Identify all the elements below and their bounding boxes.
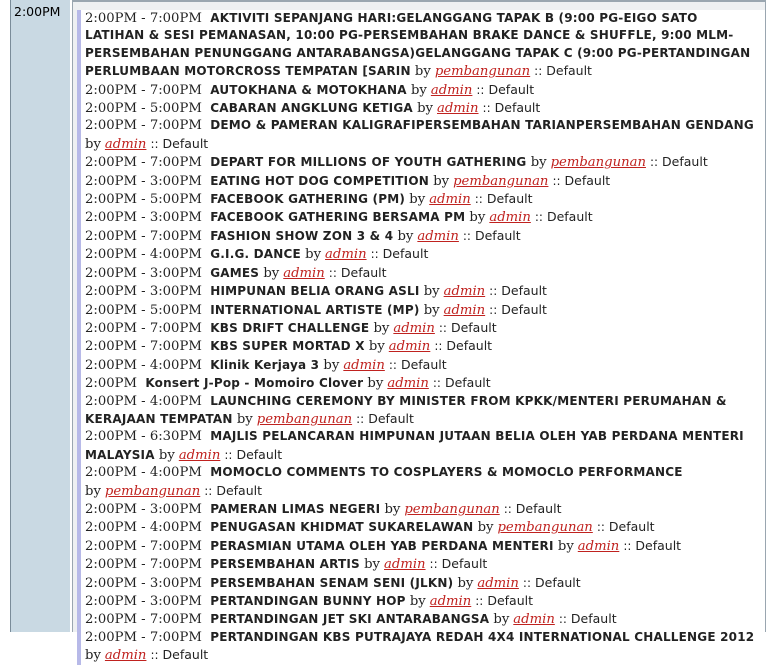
event-category: Default	[662, 154, 708, 170]
event-category: Default	[501, 301, 547, 317]
event-title-link[interactable]: DEPART FOR MILLIONS OF YOUTH GATHERING	[210, 155, 527, 170]
event-separator: ::	[534, 64, 543, 79]
event-category: Default	[400, 356, 447, 372]
event-text	[85, 337, 765, 355]
event-title-link[interactable]: AKTIVITI SEPANJANG HARI:GELANGGANG TAPAK B (9:00 PG-EIGO SATO LATIHAN & SESI PEMANASAN, 10:00 PG-PERSEMBAHAN BRAKE DANCE & SHUFFLE, 9:00 MLM-PERSEMBAHAN PENUNGGANG ANTARABANGSA)GELANGGANG TAPAK C (9:00 PG-PERTANDINGAN PERLUMBAAN MOTORCROSS TEMPATAN [SARIN	[85, 11, 751, 79]
event-category: Default	[441, 556, 488, 572]
event-category: Default	[501, 283, 547, 299]
event-text	[85, 282, 765, 300]
event-item	[77, 574, 765, 592]
event-text	[85, 610, 765, 628]
event-by-label: by	[414, 64, 431, 80]
event-author-link[interactable]: admin	[437, 101, 479, 117]
event-by-label: by	[158, 447, 175, 463]
event-author-link[interactable]: admin	[325, 247, 367, 263]
event-separator: ::	[438, 320, 447, 335]
event-time: 2:00PM - 7:00PM	[85, 82, 202, 98]
event-category-bar	[77, 374, 81, 392]
event-category-bar	[77, 555, 81, 573]
event-category: Default	[368, 410, 414, 426]
event-category: Default	[162, 135, 209, 151]
event-category: Default	[216, 482, 263, 498]
event-separator: ::	[429, 557, 438, 572]
event-by-label: by	[85, 648, 101, 664]
event-separator: ::	[503, 501, 512, 516]
event-category: Default	[570, 611, 617, 627]
event-category-bar	[77, 208, 81, 226]
event-text	[85, 172, 765, 190]
event-title-link[interactable]: FACEBOOK GATHERING (PM)	[210, 192, 406, 207]
event-by-label: by	[433, 173, 450, 189]
event-by-label: by	[305, 247, 322, 263]
event-item	[77, 393, 765, 429]
event-category-bar	[77, 428, 81, 464]
event-category: Default	[608, 519, 655, 535]
event-by-label: by	[397, 228, 414, 244]
event-separator: ::	[475, 594, 484, 608]
event-category: Default	[340, 264, 387, 280]
event-author-link[interactable]: admin	[178, 447, 221, 463]
event-time: 2:00PM - 7:00PM	[85, 339, 202, 355]
event-category: Default	[635, 537, 682, 553]
events-panel	[72, 0, 766, 664]
event-author-link[interactable]: admin	[417, 228, 459, 244]
event-time: 2:00PM - 6:30PM	[85, 429, 202, 445]
event-author-link[interactable]: pembangunan	[404, 501, 500, 517]
event-separator: ::	[482, 101, 491, 116]
event-time: 2:00PM - 7:00PM	[85, 118, 202, 134]
event-item	[77, 374, 765, 392]
event-item	[77, 172, 765, 190]
event-separator: ::	[462, 228, 471, 243]
event-author-link[interactable]: admin	[443, 302, 486, 318]
event-title-link[interactable]: KBS SUPER MORTAD X	[210, 339, 365, 354]
event-category-bar	[77, 264, 81, 282]
event-title-link[interactable]: FACEBOOK GATHERING BERSAMA PM	[210, 210, 466, 225]
event-time: 2:00PM - 4:00PM	[85, 465, 202, 481]
event-text	[85, 428, 765, 464]
event-author-link[interactable]: pembangunan	[550, 155, 646, 171]
event-title-link[interactable]: CABARAN ANGKLUNG KETIGA	[210, 101, 413, 116]
event-by-label: by	[236, 411, 253, 427]
event-title-link[interactable]: GAMES	[210, 265, 260, 280]
event-author-link[interactable]: admin	[513, 612, 555, 628]
event-text	[85, 592, 765, 610]
event-title-link[interactable]: DEMO & PAMERAN KALIGRAFIPERSEMBAHAN TARIANPERSEMBAHAN GENDANG	[210, 118, 754, 133]
event-category-bar	[77, 190, 81, 208]
event-category: Default	[487, 593, 534, 608]
event-text	[85, 208, 765, 226]
event-author-link[interactable]: pembangunan	[453, 173, 549, 189]
event-category: Default	[474, 227, 521, 243]
event-by-label: by	[323, 357, 340, 373]
event-item	[77, 629, 765, 665]
event-by-label: by	[457, 575, 474, 591]
event-category: Default	[488, 81, 535, 97]
event-item	[77, 117, 765, 153]
event-by-label: by	[373, 320, 390, 336]
event-separator: ::	[150, 648, 159, 663]
time-slot-label: 2:00PM	[14, 4, 61, 19]
event-item	[77, 245, 765, 263]
event-time: 2:00PM - 3:00PM	[85, 284, 202, 300]
event-author-link[interactable]: pembangunan	[434, 64, 531, 80]
event-separator: ::	[489, 284, 498, 299]
events-list	[77, 10, 765, 665]
event-author-link[interactable]: admin	[283, 265, 325, 281]
event-text	[85, 500, 765, 518]
event-category: Default	[444, 375, 491, 391]
event-time: 2:00PM - 7:00PM	[85, 557, 202, 573]
event-time: 2:00PM - 5:00PM	[85, 302, 202, 318]
event-item	[77, 592, 765, 610]
event-text	[85, 227, 765, 245]
event-category: Default	[494, 100, 541, 116]
event-text	[85, 537, 765, 555]
event-by-label: by	[469, 210, 486, 226]
event-item	[77, 500, 765, 518]
event-author-link[interactable]: admin	[577, 538, 620, 554]
event-title-link[interactable]: AUTOKHANA & MOTOKHANA	[210, 82, 407, 97]
event-text	[85, 356, 765, 374]
event-item	[77, 282, 765, 300]
event-time: 2:00PM - 7:00PM	[85, 155, 202, 171]
event-time: 2:00PM - 3:00PM	[85, 501, 202, 517]
event-text	[85, 99, 765, 117]
event-by-label: by	[367, 376, 384, 392]
time-slot-column	[10, 0, 71, 632]
event-author-link[interactable]: admin	[393, 320, 435, 336]
event-author-link[interactable]: admin	[429, 594, 472, 609]
event-category-bar	[77, 153, 81, 171]
event-title-link[interactable]: G.I.G. DANCE	[210, 247, 301, 262]
event-by-label: by	[410, 82, 427, 98]
event-author-link[interactable]: admin	[387, 376, 429, 392]
event-separator: ::	[328, 265, 337, 280]
event-separator: ::	[356, 411, 365, 426]
event-category-bar	[77, 574, 81, 592]
event-item	[77, 428, 765, 464]
event-category: Default	[546, 63, 592, 79]
event-text	[85, 319, 765, 337]
event-author-link[interactable]: admin	[477, 575, 519, 591]
event-time: 2:00PM - 3:00PM	[85, 210, 202, 226]
event-title-link[interactable]: KBS DRIFT CHALLENGE	[210, 320, 370, 335]
event-time: 2:00PM - 7:00PM	[85, 629, 202, 645]
event-title-link[interactable]: PERTANDINGAN KBS PUTRAJAYA REDAH 4X4 INTERNATIONAL CHALLENGE 2012	[210, 629, 755, 644]
event-category-bar	[77, 393, 81, 429]
event-by-label: by	[409, 192, 426, 208]
event-author-link[interactable]: pembangunan	[104, 483, 201, 499]
event-by-label: by	[85, 483, 101, 499]
event-author-link[interactable]: admin	[429, 192, 471, 208]
event-item	[77, 227, 765, 245]
event-category: Default	[450, 319, 497, 335]
event-separator: ::	[224, 447, 233, 462]
event-author-link[interactable]: admin	[104, 648, 147, 664]
event-item	[77, 537, 765, 555]
event-title-link[interactable]: FASHION SHOW ZON 3 & 4	[210, 228, 394, 243]
event-item	[77, 208, 765, 226]
event-category: Default	[515, 500, 562, 516]
event-time: 2:00PM - 4:00PM	[85, 247, 202, 263]
event-time: 2:00PM - 7:00PM	[85, 320, 202, 336]
event-separator: ::	[476, 82, 485, 97]
event-category-bar	[77, 117, 81, 153]
event-title-link[interactable]: Konsert J-Pop - Momoiro Clover	[145, 376, 364, 391]
event-category-bar	[77, 356, 81, 374]
event-separator: ::	[489, 302, 498, 317]
event-separator: ::	[432, 376, 441, 391]
event-category-bar	[77, 99, 81, 117]
event-author-link[interactable]: admin	[384, 557, 426, 573]
event-separator: ::	[434, 339, 443, 354]
event-category-bar	[77, 227, 81, 245]
event-time: 2:00PM - 7:00PM	[85, 11, 202, 26]
event-author-link[interactable]: admin	[343, 357, 385, 373]
event-separator: ::	[370, 247, 379, 262]
event-time: 2:00PM - 3:00PM	[85, 594, 202, 609]
event-separator: ::	[534, 210, 543, 225]
event-by-label: by	[85, 136, 101, 152]
event-category: Default	[236, 446, 283, 462]
event-category-bar	[77, 81, 81, 99]
event-separator: ::	[558, 612, 567, 627]
event-category-bar	[77, 337, 81, 355]
event-author-link[interactable]: admin	[489, 210, 531, 226]
event-text	[85, 264, 765, 282]
event-category-bar	[77, 592, 81, 610]
event-text	[85, 555, 765, 573]
event-title-link[interactable]: PENUGASAN KHIDMAT SUKARELAWAN	[210, 520, 474, 535]
event-by-label: by	[263, 265, 280, 281]
event-separator: ::	[388, 357, 397, 372]
event-text	[85, 301, 765, 319]
event-title-link[interactable]: EATING HOT DOG COMPETITION	[210, 173, 429, 188]
event-by-label: by	[368, 339, 385, 355]
event-category-bar	[77, 301, 81, 319]
event-category: Default	[486, 191, 533, 207]
event-by-label: by	[423, 284, 440, 300]
event-separator: ::	[623, 538, 632, 553]
event-by-label: by	[423, 302, 440, 318]
event-by-label: by	[477, 520, 494, 536]
event-separator: ::	[596, 520, 605, 535]
event-category: Default	[546, 209, 593, 225]
event-item	[77, 190, 765, 208]
event-by-label: by	[417, 101, 433, 117]
event-title-link[interactable]: PERASMIAN UTAMA OLEH YAB PERDANA MENTERI	[210, 538, 554, 553]
event-title-link[interactable]: LAUNCHING CEREMONY BY MINISTER FROM KPKK/MENTERI PERUMAHAN & KERAJAAN TEMPATAN	[85, 393, 727, 426]
event-category-bar	[77, 500, 81, 518]
event-time: 2:00PM - 7:00PM	[85, 612, 202, 628]
event-text	[85, 518, 765, 536]
event-text	[85, 81, 765, 99]
event-category-bar	[77, 10, 81, 81]
event-text	[85, 10, 765, 81]
event-category: Default	[535, 574, 581, 590]
event-time: 2:00PM - 5:00PM	[85, 101, 202, 117]
event-author-link[interactable]: admin	[104, 136, 147, 152]
event-separator: ::	[150, 136, 159, 151]
event-author-link[interactable]: pembangunan	[497, 520, 593, 536]
event-title-link[interactable]: PERTANDINGAN BUNNY HOP	[210, 594, 406, 608]
event-text	[85, 393, 765, 429]
event-text	[85, 374, 765, 392]
event-separator: ::	[204, 483, 213, 498]
event-item	[77, 10, 765, 81]
events-container	[77, 10, 765, 664]
event-time: 2:00PM - 7:00PM	[85, 228, 202, 244]
event-author-link[interactable]: admin	[443, 284, 486, 300]
event-title-link[interactable]: Klinik Kerjaya 3	[210, 357, 320, 372]
event-by-label: by	[493, 612, 510, 628]
event-category: Default	[446, 338, 493, 354]
event-separator: ::	[552, 173, 561, 188]
event-category-bar	[77, 172, 81, 190]
event-item	[77, 81, 765, 99]
event-category-bar	[77, 518, 81, 536]
event-item	[77, 319, 765, 337]
event-title-link[interactable]: PERSEMBAHAN ARTIS	[210, 557, 360, 572]
event-separator: ::	[649, 155, 659, 170]
event-separator: ::	[522, 575, 531, 590]
event-item	[77, 610, 765, 628]
event-category: Default	[162, 647, 209, 663]
event-item	[77, 337, 765, 355]
event-text	[85, 464, 765, 500]
event-category-bar	[77, 282, 81, 300]
event-by-label: by	[409, 594, 426, 609]
event-category: Default	[382, 246, 429, 262]
event-title-link[interactable]: INTERNATIONAL ARTISTE (MP)	[210, 302, 420, 317]
event-by-label: by	[557, 538, 574, 554]
event-title-link[interactable]: PERSEMBAHAN SENAM SENI (JLKN)	[210, 575, 454, 590]
event-by-label: by	[530, 155, 547, 171]
event-title-link[interactable]: PAMERAN LIMAS NEGERI	[210, 501, 381, 516]
event-text	[85, 629, 765, 665]
event-author-link[interactable]: pembangunan	[256, 411, 353, 427]
event-text	[85, 245, 765, 263]
event-time: 2:00PM	[85, 376, 137, 392]
event-by-label: by	[364, 557, 381, 573]
event-category-bar	[77, 537, 81, 555]
event-time: 2:00PM - 5:00PM	[85, 192, 202, 208]
event-item	[77, 153, 765, 171]
event-title-link[interactable]: MOMOCLO COMMENTS TO COSPLAYERS & MOMOCLO PERFORMANCE	[210, 465, 683, 480]
event-separator: ::	[474, 192, 483, 207]
event-category-bar	[77, 319, 81, 337]
event-author-link[interactable]: admin	[388, 339, 431, 355]
event-item	[77, 264, 765, 282]
event-item	[77, 301, 765, 319]
event-time: 2:00PM - 7:00PM	[85, 538, 202, 554]
event-item	[77, 464, 765, 500]
event-time: 2:00PM - 4:00PM	[85, 393, 202, 409]
event-title-link[interactable]: PERTANDINGAN JET SKI ANTARABANGSA	[210, 612, 490, 627]
event-time: 2:00PM - 3:00PM	[85, 575, 202, 591]
event-item	[77, 518, 765, 536]
event-author-link[interactable]: admin	[430, 82, 473, 98]
event-category-bar	[77, 245, 81, 263]
event-title-link[interactable]: HIMPUNAN BELIA ORANG ASLI	[210, 284, 420, 299]
event-text	[85, 574, 765, 592]
event-category-bar	[77, 610, 81, 628]
event-item	[77, 555, 765, 573]
event-text	[85, 117, 765, 153]
event-time: 2:00PM - 3:00PM	[85, 265, 202, 281]
event-category: Default	[564, 172, 611, 188]
event-text	[85, 190, 765, 208]
event-time: 2:00PM - 3:00PM	[85, 173, 202, 189]
event-item	[77, 99, 765, 117]
event-time: 2:00PM - 4:00PM	[85, 520, 202, 536]
event-text	[85, 153, 765, 171]
event-time: 2:00PM - 4:00PM	[85, 357, 202, 373]
event-category-bar	[77, 464, 81, 500]
event-category-bar	[77, 629, 81, 665]
event-item	[77, 356, 765, 374]
event-title-link[interactable]: MAJLIS PELANCARAN HIMPUNAN JUTAAN BELIA OLEH YAB PERDANA MENTERI MALAYSIA	[85, 429, 744, 462]
event-by-label: by	[384, 501, 401, 517]
